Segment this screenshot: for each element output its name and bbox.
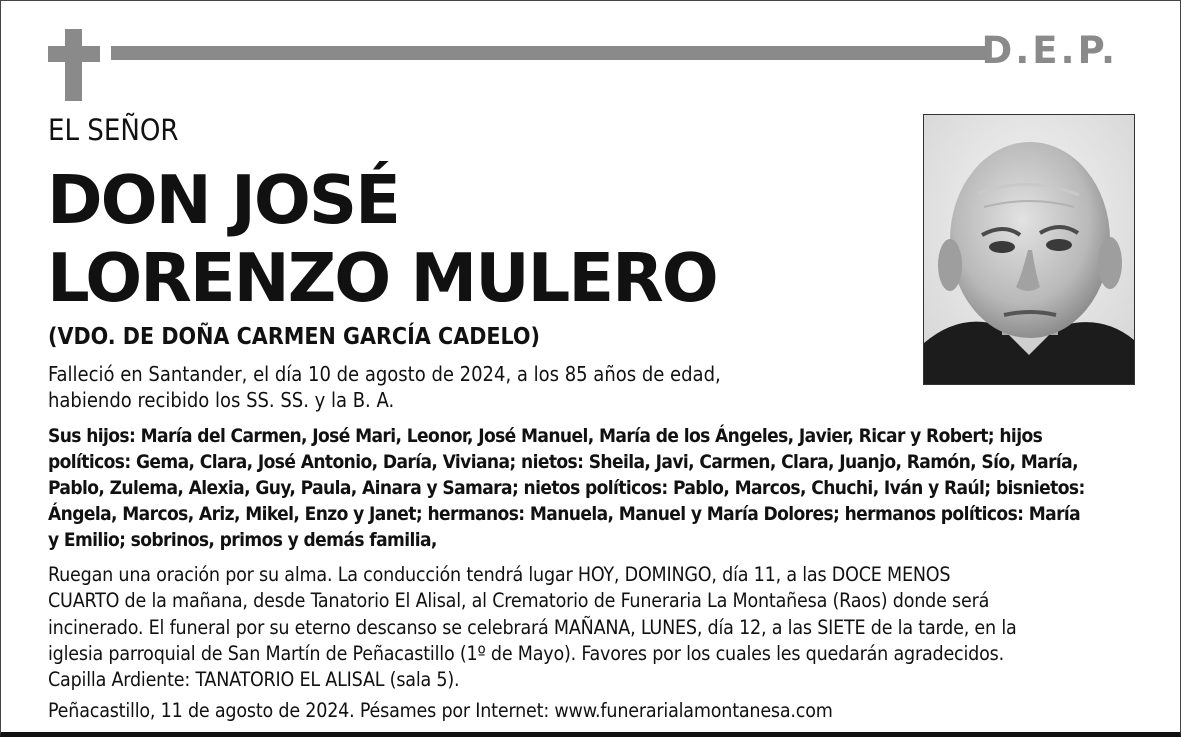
death-statement [48,361,808,413]
honorific: EL SEÑOR [48,113,179,147]
dep-seal: D.E.P. [981,29,1118,72]
cross-icon [48,29,100,101]
announcement-line: Capilla Ardiente: TANATORIO EL ALISAL (sala 5). [48,668,460,692]
portrait-photo [923,114,1135,385]
announcement-line: CUARTO de la mañana, desde Tanatorio El Alisal, al Crematorio de Funeraria La Montañesa (Raos) donde será [48,589,990,613]
deceased-name-line-1: DON JOSÉ [47,161,399,239]
family-line: Ángela, Marcos, Ariz, Mikel, Enzo y Janet; hermanos: Manuela, Manuel y María Dolores; hermanos políticos: María [48,503,1081,525]
family-members [48,423,1134,553]
deceased-name [47,161,717,317]
family-line: Pablo, Zulema, Alexia, Guy, Paula, Ainara y Samara; nietos políticos: Pablo, Marcos, Chuchi, Iván y Raúl; bisnietos: [48,477,1085,499]
family-line: Sus hijos: María del Carmen, José Mari, Leonor, José Manuel, María de los Ángeles, Javier, Ricar y Robert; hijos [48,425,1043,447]
announcement-line: incinerado. El funeral por su eterno descanso se celebrará MAÑANA, LUNES, día 12, a las SIETE de la tarde, en la [48,615,1017,639]
announcement-line: iglesia parroquial de San Martín de Peñacastillo (1º de Mayo). Favores por los cuales les quedarán agradecidos. [48,641,1004,665]
header-rule [111,46,989,60]
family-line: políticos: Gema, Clara, José Antonio, Daría, Viviana; nietos: Sheila, Javi, Carmen, Clara, Juanjo, Ramón, Sío, María, [48,451,1079,473]
death-line: habiendo recibido los SS. SS. y la B. A. [48,388,395,412]
death-line: Falleció en Santander, el día 10 de agosto de 2024, a los 85 años de edad, [48,362,721,386]
widower-of: (VDO. DE DOÑA CARMEN GARCÍA CADELO) [48,324,540,350]
family-line: y Emilio; sobrinos, primos y demás familia, [48,529,437,551]
portrait-image [924,115,1134,384]
announcement-line: Ruegan una oración por su alma. La conducción tendrá lugar HOY, DOMINGO, día 11, a las DOCE MENOS [48,563,951,586]
deceased-name-line-2: LORENZO MULERO [47,239,717,317]
funeral-announcement [48,562,1138,693]
closing-line: Peñacastillo, 11 de agosto de 2024. Pésames por Internet: www.funerarialamontanesa.com [48,699,833,722]
